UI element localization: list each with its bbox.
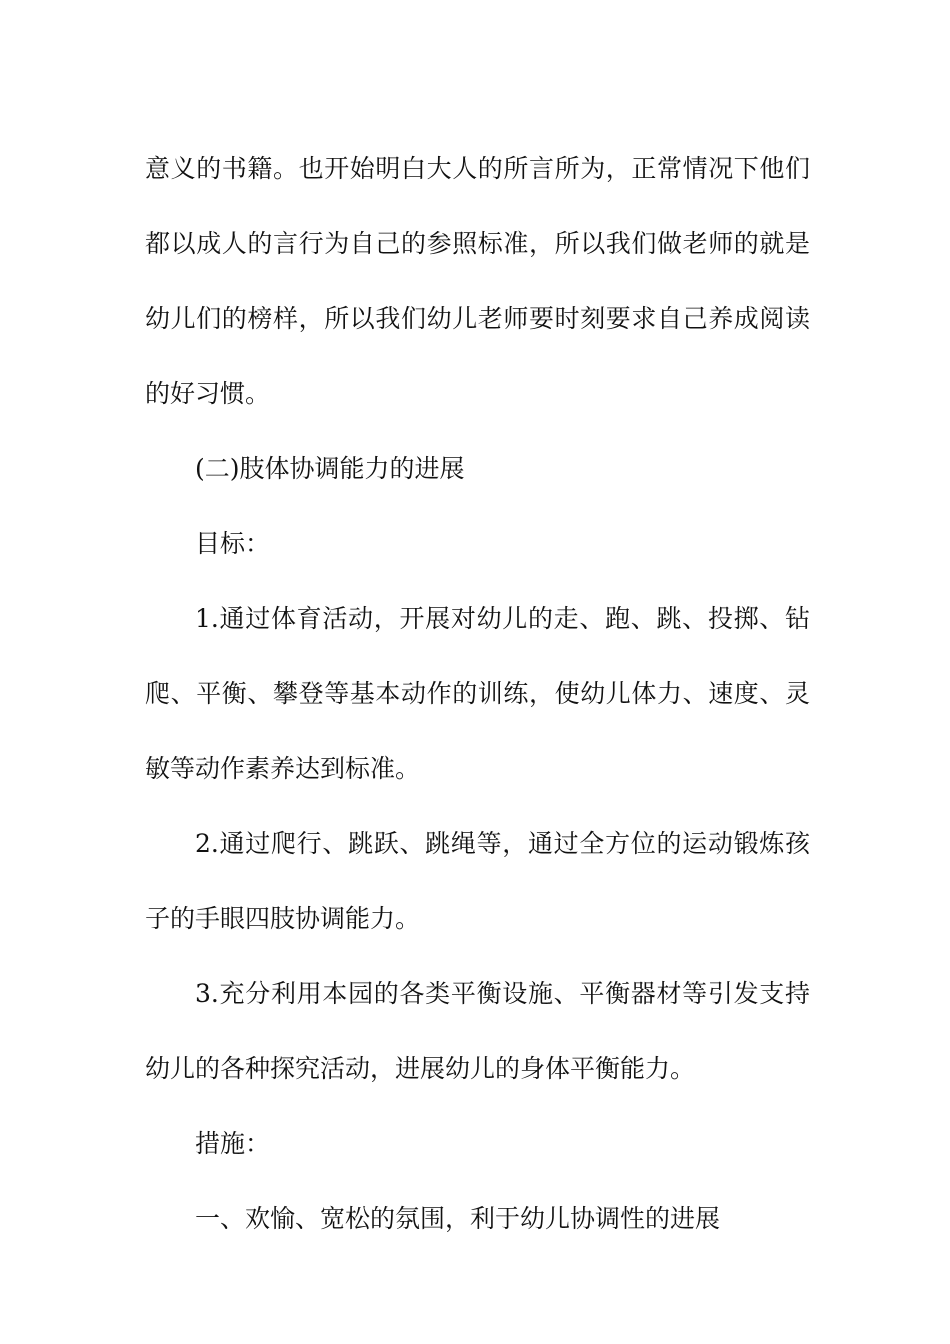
document-body	[145, 131, 810, 1256]
measures-heading: 措施：	[195, 1129, 271, 1158]
goals-heading: 目标：	[195, 529, 271, 558]
goal-item-2: 2.通过爬行、跳跃、跳绳等，通过全方位的运动锻炼孩子的手眼四肢协调能力。	[145, 829, 810, 933]
goal-item-1: 1.通过体育活动，开展对幼儿的走、跑、跳、投掷、钻爬、平衡、攀登等基本动作的训练，使幼儿体力、速度、灵敏等动作素养达到标准。	[145, 604, 810, 783]
section-heading: (二)肢体协调能力的进展	[195, 454, 465, 483]
goal-item-3: 3.充分利用本园的各类平衡设施、平衡器材等引发支持幼儿的各种探究活动，进展幼儿的身体平衡能力。	[145, 979, 810, 1083]
measure-item-1: 一、欢愉、宽松的氛围，利于幼儿协调性的进展	[195, 1204, 721, 1233]
paragraph-continued: 意义的书籍。也开始明白大人的所言所为，正常情况下他们都以成人的言行为自己的参照标准，所以我们做老师的就是幼儿们的榜样，所以我们幼儿老师要时刻要求自己养成阅读的好习惯。	[145, 154, 810, 408]
